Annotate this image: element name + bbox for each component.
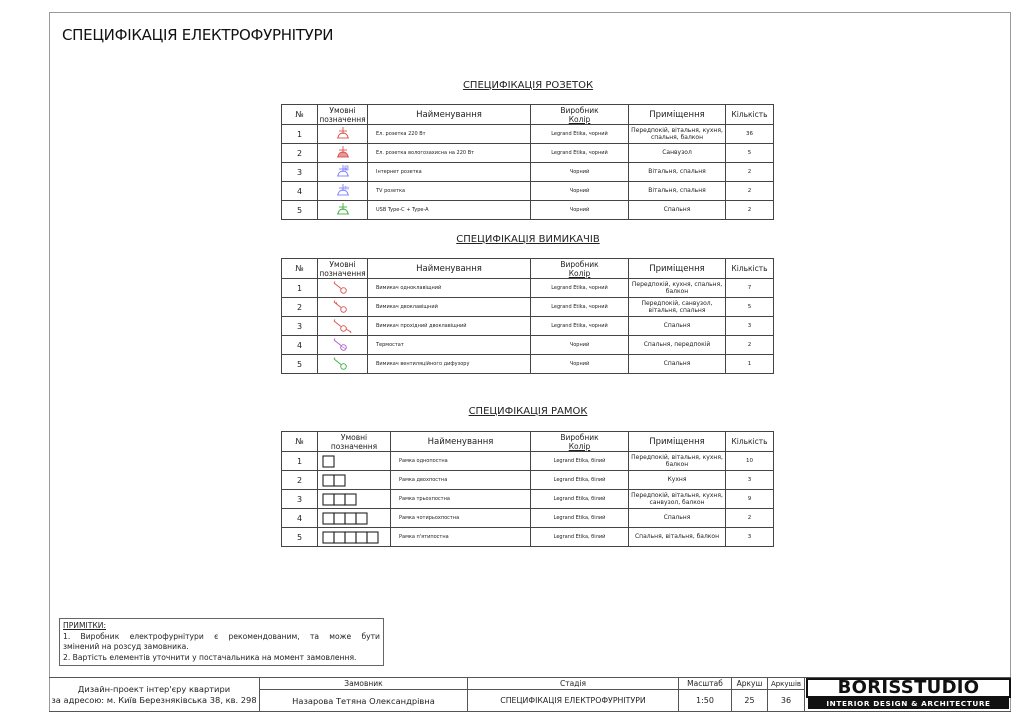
switches-section-title: СПЕЦИФІКАЦІЯ ВИМИКАЧІВ	[456, 234, 600, 245]
project-line-2: за адресою: м. Київ Березняківська 38, кв. 298	[51, 694, 257, 705]
frames-section-title: СПЕЦИФІКАЦІЯ РАМОК	[468, 406, 588, 417]
col-header-manufacturer	[531, 105, 629, 125]
frame-5-icon	[322, 531, 379, 544]
sheets-value: 36	[780, 696, 792, 705]
svg-text:tv: tv	[344, 185, 349, 192]
sheet-value: 25	[744, 696, 755, 705]
cell-no: 4	[282, 336, 318, 355]
table-row	[282, 298, 774, 317]
cell-qty: 7	[726, 279, 774, 298]
cell-qty: 36	[726, 125, 774, 144]
col-header-symbol	[318, 105, 368, 125]
cell-no: 3	[282, 317, 318, 336]
sheet-label: Аркуш	[736, 679, 763, 688]
cell-name: Рамка однопостна	[391, 452, 531, 471]
col-header-room: Приміщення	[629, 432, 726, 452]
cell-room: Кухня	[629, 471, 726, 490]
cell-room: Передпокій, кухня, спальня, балкон	[629, 279, 726, 298]
col-header-no: №	[282, 259, 318, 279]
cell-no: 3	[282, 163, 318, 182]
cell-no: 5	[282, 355, 318, 374]
cell-manufacturer: Чорний	[531, 163, 629, 182]
socket-tv-icon	[334, 184, 352, 198]
table-row	[282, 201, 774, 220]
table-row	[282, 182, 774, 201]
cell-symbol	[318, 298, 368, 317]
cell-no: 5	[282, 528, 318, 547]
col-header-symbol-line2: позначення	[319, 114, 366, 124]
col-header-manufacturer-line1: Виробник	[560, 432, 599, 442]
logo-name: BORISSTUDIO	[806, 678, 1011, 698]
frame-1-icon	[322, 455, 335, 468]
col-header-manufacturer-line1: Виробник	[560, 259, 599, 269]
col-header-symbol-line1: Умовні	[329, 105, 356, 115]
stage-value: СПЕЦИФІКАЦІЯ ЕЛЕКТРОФУРНІТУРИ	[500, 696, 646, 705]
cell-room: Вітальня, спальня	[629, 182, 726, 201]
table-row	[282, 355, 774, 374]
cell-no: 2	[282, 298, 318, 317]
cell-name: Вимикач прохідний двоклавіщний	[368, 317, 531, 336]
table-row	[282, 317, 774, 336]
col-header-qty: Кількість	[726, 259, 774, 279]
project-line-1: Дизайн-проект інтер'єру квартири	[77, 683, 231, 694]
socket-usb-icon	[334, 203, 352, 217]
note-line-1: 1. Виробник електрофурнітури є рекомендованим, та може бути	[63, 631, 380, 641]
cell-name: Вимикач вентиляційного дифузору	[368, 355, 531, 374]
cell-no: 2	[282, 144, 318, 163]
col-header-symbol	[318, 259, 368, 279]
sockets-table	[281, 104, 774, 220]
col-header-qty: Кількість	[726, 432, 774, 452]
cell-qty: 5	[726, 144, 774, 163]
socket-waterproof-icon	[334, 146, 352, 160]
col-header-symbol-line1: Умовні	[340, 432, 368, 442]
cell-qty: 1	[726, 355, 774, 374]
cell-qty: 2	[726, 163, 774, 182]
cell-symbol	[318, 201, 368, 220]
frames-table	[281, 431, 774, 547]
col-header-manufacturer	[531, 432, 629, 452]
cell-room: Спальня, вітальня, балкон	[629, 528, 726, 547]
stage-label: Стадія	[560, 679, 586, 688]
cell-no: 1	[282, 125, 318, 144]
table-row	[282, 279, 774, 298]
table-row	[282, 144, 774, 163]
cell-name: Ел. розетка вологозахисна на 220 Вт	[368, 144, 531, 163]
col-header-no: №	[282, 432, 318, 452]
table-row	[282, 163, 774, 182]
cell-name: Рамка п'ятипостна	[391, 528, 531, 547]
cell-symbol	[318, 279, 368, 298]
cell-room: Спальня	[629, 355, 726, 374]
cell-manufacturer: Чорний	[531, 336, 629, 355]
cell-symbol	[318, 471, 391, 490]
col-header-room: Приміщення	[629, 259, 726, 279]
cell-no: 4	[282, 182, 318, 201]
col-header-manufacturer-line2: Колір	[568, 441, 591, 451]
cell-qty: 9	[726, 490, 774, 509]
scale-label: Масштаб	[687, 679, 723, 688]
cell-symbol	[318, 490, 391, 509]
cell-no: 1	[282, 279, 318, 298]
cell-name: Рамка двохпостна	[391, 471, 531, 490]
frame-3-icon	[322, 493, 357, 506]
cell-no: 4	[282, 509, 318, 528]
sockets-section-title: СПЕЦИФІКАЦІЯ РОЗЕТОК	[462, 80, 594, 91]
cell-name: Термостат	[368, 336, 531, 355]
cell-symbol	[318, 336, 368, 355]
cell-no: 5	[282, 201, 318, 220]
table-row	[282, 336, 774, 355]
cell-symbol	[318, 125, 368, 144]
cell-name: USB Type-C + Type-A	[368, 201, 531, 220]
table-row	[282, 509, 774, 528]
cell-qty: 2	[726, 201, 774, 220]
cell-no: 1	[282, 452, 318, 471]
cell-room: Спальня	[629, 509, 726, 528]
cell-symbol	[318, 452, 391, 471]
table-row	[282, 125, 774, 144]
cell-qty: 10	[726, 452, 774, 471]
cell-manufacturer: Legrand Etika, білий	[531, 509, 629, 528]
col-header-symbol-line1: Умовні	[329, 259, 356, 269]
cell-name: Рамка трьохпостна	[391, 490, 531, 509]
cell-qty: 3	[726, 471, 774, 490]
sheets-label: Аркушів	[770, 679, 802, 688]
switch-ventilation-icon	[332, 357, 354, 372]
cell-manufacturer: Legrand Etika, білий	[531, 452, 629, 471]
cell-manufacturer: Legrand Etika, білий	[531, 471, 629, 490]
cell-room: Передпокій, вітальня, кухня, балкон	[629, 452, 726, 471]
col-header-no: №	[282, 105, 318, 125]
cell-symbol	[318, 509, 391, 528]
cell-room: Передпокій, вітальня, кухня, санвузол, балкон	[629, 490, 726, 509]
cell-name: TV розетка	[368, 182, 531, 201]
col-header-room: Приміщення	[629, 105, 726, 125]
cell-name: Інтернет розетка	[368, 163, 531, 182]
note-line-2: змінений на розсуд замовника.	[63, 642, 189, 651]
cell-room: Вітальня, спальня	[629, 163, 726, 182]
table-row	[282, 452, 774, 471]
cell-qty: 5	[726, 298, 774, 317]
col-header-name: Найменування	[368, 105, 531, 125]
project-description	[49, 678, 259, 711]
cell-qty: 3	[726, 317, 774, 336]
col-header-symbol	[318, 432, 391, 452]
scale-value: 1:50	[696, 696, 714, 705]
cell-symbol	[318, 528, 391, 547]
cell-name: Ел. розетка 220 Вт	[368, 125, 531, 144]
col-header-manufacturer-line2: Колір	[568, 268, 591, 278]
notes-box	[59, 618, 384, 666]
cell-room: Спальня, передпокій	[629, 336, 726, 355]
cell-name: Вимикач одноклавіщний	[368, 279, 531, 298]
cell-manufacturer: Legrand Etika, білий	[531, 528, 629, 547]
cell-symbol	[318, 317, 368, 336]
cell-manufacturer: Чорний	[531, 355, 629, 374]
thermostat-icon	[332, 338, 354, 353]
table-row	[282, 528, 774, 547]
switch-double-icon	[332, 300, 354, 315]
col-header-manufacturer-line2: Колір	[568, 114, 591, 124]
client-value: Назарова Тетяна Олександрівна	[292, 695, 435, 706]
table-row	[282, 471, 774, 490]
note-line-3: 2. Вартість елементів уточнити у постачальника на момент замовлення.	[63, 652, 357, 662]
cell-manufacturer: Legrand Etika, чорний	[531, 317, 629, 336]
cell-symbol	[318, 182, 368, 201]
socket-220v-icon	[334, 127, 352, 141]
switch-single-icon	[332, 281, 354, 296]
cell-qty: 2	[726, 509, 774, 528]
cell-room: Санвузол	[629, 144, 726, 163]
col-header-qty: Кількість	[726, 105, 774, 125]
cell-qty: 3	[726, 528, 774, 547]
cell-manufacturer: Legrand Etika, білий	[531, 490, 629, 509]
socket-internet-icon	[334, 165, 352, 179]
cell-no: 2	[282, 471, 318, 490]
cell-manufacturer: Legrand Etika, чорний	[531, 125, 629, 144]
logo-tagline: INTERIOR DESIGN & ARCHITECTURE	[808, 698, 1009, 709]
page-title: СПЕЦИФІКАЦІЯ ЕЛЕКТРОФУРНІТУРИ	[62, 26, 334, 44]
cell-manufacturer: Чорний	[531, 182, 629, 201]
switches-table	[281, 258, 774, 374]
col-header-symbol-line2: позначення	[330, 441, 378, 451]
cell-manufacturer: Legrand Etika, чорний	[531, 144, 629, 163]
cell-qty: 2	[726, 336, 774, 355]
cell-symbol	[318, 163, 368, 182]
cell-room: Передпокій, вітальня, кухня, спальня, балкон	[629, 125, 726, 144]
cell-room: Спальня	[629, 201, 726, 220]
client-label: Замовник	[344, 679, 383, 688]
col-header-name: Найменування	[391, 432, 531, 452]
table-row	[282, 490, 774, 509]
cell-manufacturer: Чорний	[531, 201, 629, 220]
cell-name: Вимикач двоклавіщний	[368, 298, 531, 317]
col-header-manufacturer	[531, 259, 629, 279]
studio-logo	[806, 678, 1011, 710]
notes-title: ПРИМІТКИ:	[63, 621, 107, 630]
col-header-symbol-line2: позначення	[319, 268, 366, 278]
cell-room: Передпокій, санвузол, вітальня, спальня	[629, 298, 726, 317]
cell-room: Спальня	[629, 317, 726, 336]
col-header-name: Найменування	[368, 259, 531, 279]
col-header-manufacturer-line1: Виробник	[560, 105, 599, 115]
cell-manufacturer: Legrand Etika, чорний	[531, 298, 629, 317]
frame-4-icon	[322, 512, 368, 525]
cell-symbol	[318, 355, 368, 374]
cell-manufacturer: Legrand Etika, чорний	[531, 279, 629, 298]
cell-qty: 2	[726, 182, 774, 201]
frame-2-icon	[322, 474, 346, 487]
cell-no: 3	[282, 490, 318, 509]
switch-passthrough-icon	[332, 319, 354, 334]
cell-name: Рамка чотирьохпостна	[391, 509, 531, 528]
cell-symbol	[318, 144, 368, 163]
